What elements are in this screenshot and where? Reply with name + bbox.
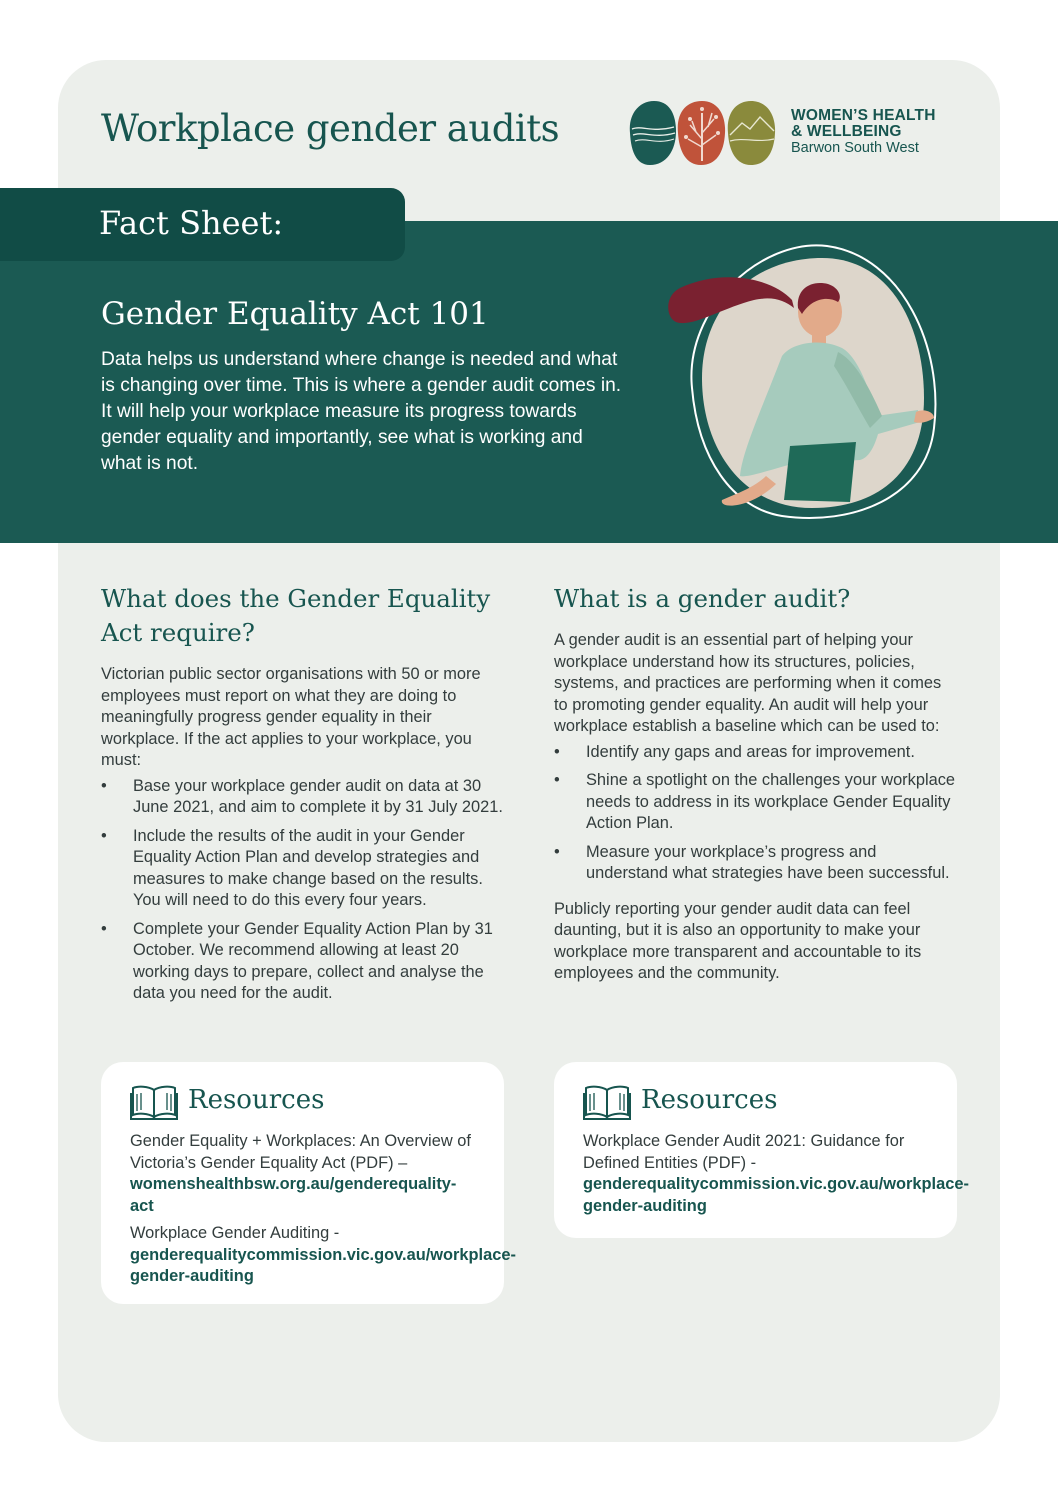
gender-audit-heading: What is a gender audit? (554, 584, 851, 613)
document-title: Workplace gender audits (101, 107, 560, 150)
list-item (554, 770, 959, 835)
gender-audit-outro: Publicly reporting your gender audit data can feel daunting, but it is also an opportunity to make your workplace more transparent and accountable to its employees and the community. (554, 899, 922, 982)
resource-item (130, 1131, 480, 1217)
resource-link[interactable]: genderequalitycommission.vic.gov.au/workplace-gender-auditing (130, 1245, 516, 1285)
resources-list (130, 1131, 516, 1294)
logo-mark-icon (626, 99, 781, 167)
resource-item (583, 1131, 969, 1217)
resource-link[interactable]: womenshealthbsw.org.au/genderequality-act (130, 1175, 457, 1215)
resources-title: Resources (188, 1085, 325, 1115)
resources-card-right (554, 1062, 969, 1238)
resource-item (130, 1223, 516, 1288)
bullet-icon: • (554, 842, 560, 861)
bullet-icon: • (554, 742, 560, 761)
resource-description: Workplace Gender Auditing - (130, 1224, 340, 1242)
act-requirements-intro: Victorian public sector organisations with 50 or more employees must report on what they are doing to meaningfully progress gender equality in their workplace. If the act applies to your workplace, you must: (101, 665, 481, 769)
hero-heading: Gender Equality Act 101 (101, 296, 489, 332)
bullet-icon: • (101, 826, 107, 845)
list-item-text: Base your workplace gender audit on data at 30 June 2021, and aim to complete it by 31 July 2021. (133, 776, 503, 816)
resource-description: Gender Equality + Workplaces: An Overview of Victoria’s Gender Equality Act (PDF) – (130, 1132, 471, 1172)
list-item (101, 919, 506, 1005)
list-item (101, 776, 506, 819)
gender-audit-list (554, 742, 959, 885)
resources-list (583, 1131, 969, 1223)
logo-text-line1: WOMEN’S HEALTH (791, 107, 936, 124)
fact-sheet-label: Fact Sheet: (99, 204, 284, 242)
act-requirements-heading: What does the Gender Equality Act require? (101, 584, 491, 647)
resource-description: Workplace Gender Audit 2021: Guidance for Defined Entities (PDF) - (583, 1132, 905, 1172)
resources-title: Resources (641, 1085, 778, 1115)
hero-text: Data helps us understand where change is needed and what is changing over time. This is where a gender audit comes in. It will help your workplace measure its progress towards gender equality and importantly, see what is working and what is not. (101, 349, 622, 474)
gender-audit-section (554, 582, 959, 985)
resource-link[interactable]: genderequalitycommission.vic.gov.au/workplace-gender-auditing (583, 1175, 969, 1215)
logo-text-line2: & WELLBEING (791, 123, 902, 140)
organisation-logo (626, 99, 956, 167)
list-item (554, 742, 959, 764)
act-requirements-section (101, 582, 506, 1012)
resources-card-left (101, 1062, 516, 1304)
list-item-text: Include the results of the audit in your Gender Equality Action Plan and develop strategies and measures to make change based on the results. You will need to do this every four years. (133, 826, 483, 909)
list-item (554, 842, 959, 885)
open-book-icon (583, 1084, 631, 1120)
list-item-text: Measure your workplace’s progress and understand what strategies have been successful. (586, 842, 950, 882)
bullet-icon: • (554, 771, 560, 789)
woman-walking-illustration (662, 238, 952, 528)
list-item (101, 826, 506, 912)
list-item-text: Identify any gaps and areas for improvement. (586, 742, 915, 761)
bullet-icon: • (101, 776, 107, 795)
logo-text-line3: Barwon South West (791, 140, 919, 156)
open-book-icon (130, 1084, 178, 1120)
list-item-text: Complete your Gender Equality Action Plan by 31 October. We recommend allowing at least 20 working days to prepare, collect and analyse the data you need for the audit. (133, 919, 493, 1002)
bullet-icon: • (101, 919, 107, 938)
list-item-text: Shine a spotlight on the challenges your workplace needs to address in its workplace Gender Equality Action Plan. (586, 771, 956, 832)
act-requirements-list (101, 776, 506, 1005)
gender-audit-intro: A gender audit is an essential part of helping your workplace understand how its structures, policies, systems, and practices are performing when it comes to promoting gender equality. An audit will help your workplace establish a baseline which can be used to: (554, 631, 942, 735)
